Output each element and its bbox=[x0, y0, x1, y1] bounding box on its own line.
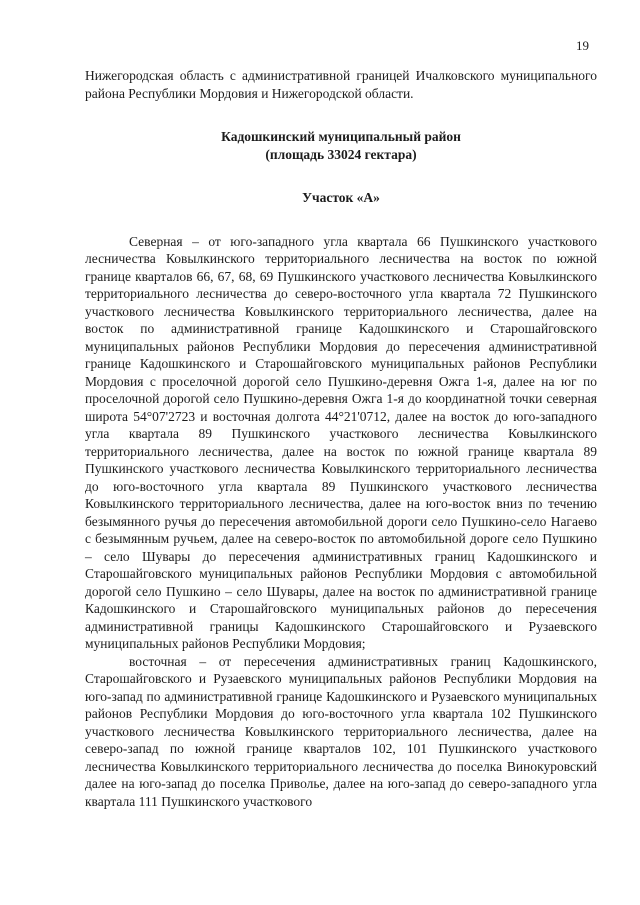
district-title: Кадошкинский муниципальный район bbox=[221, 129, 461, 144]
intro-paragraph: Нижегородская область с административной границей Ичалковского муниципального района Республики Мордовия и Нижегородской области. bbox=[85, 68, 597, 101]
page-number: 19 bbox=[576, 38, 589, 53]
document-body bbox=[85, 67, 597, 810]
district-area: (площадь 33024 гектара) bbox=[265, 146, 417, 162]
section-title: Участок «А» bbox=[302, 190, 380, 205]
north-boundary-paragraph: Северная – от юго-западного угла квартала 66 Пушкинского участкового лесничества Ковылкинского территориального лесничества на восток по южной границе кварталов 66, 67, 68, 69 Пушкинского участкового лесничества Ковылкинского территориального лесничества до северо-восточного угла квартала 72 Пушкинского участкового лесничества Ковылкинского территориального лесничества, далее на восток по административной границе Кадошкинского и Старошайговского муниципальных районов Республики Мордовия до пересечения административной границе Кадошкинского и Старошайговского муниципальных районов Республики Мордовия с проселочной дорогой село Пушкино-деревня Ожга 1-я, далее на юг по проселочной дорогой село Пушкино-деревня Ожга 1-я до координатной точки северная широта 54°07'2723 и восточная долгота 44°21'0712, далее на восток до юго-западного угла квартала 89 Пушкинского участкового лесничества Ковылкинского территориального лесничества, далее на восток по южной границе квартала 89 Пушкинского участкового лесничества Ковылкинского территориального лесничества до юго-восточного угла квартала 89 Пушкинского участкового лесничества Ковылкинского территориального лесничества, далее на юго-восток вниз по течению безымянного ручья до пересечения автомобильной дороги село Пушкино-село Нагаево с безымянным ручьем, далее на северо-восток по автомобильной дороге село Пушкино – село Шувары до пересечения административных границ Кадошкинского и Старошайговского муниципальных районов Республики Мордовия с автомобильной дорогой село Пушкино – село Шувары, далее на восток по административной границе Кадошкинского и Старошайговского муниципальных районов до пересечения административной границы Кадошкинского Старошайговского и Рузаевского муниципальных районов Республики Мордовия; bbox=[85, 233, 597, 651]
east-boundary-paragraph: восточная – от пересечения административных границ Кадошкинского, Старошайговского и Рузаевского муниципальных районов Республики Мордовия на юго-запад по административной границе Кадошкинского и Рузаевского муниципальных районов Республики Мордовия до юго-восточного угла квартала 102 Пушкинского участкового лесничества Ковылкинского территориального лесничества, далее на северо-запад по южной границе кварталов 102, 101 Пушкинского участкового лесничества Ковылкинского территориального лесничества до поселка Винокуровский далее на юго-запад до поселка Приволье, далее на юго-запад до северо-западного угла квартала 111 Пушкинского участкового bbox=[85, 653, 597, 809]
